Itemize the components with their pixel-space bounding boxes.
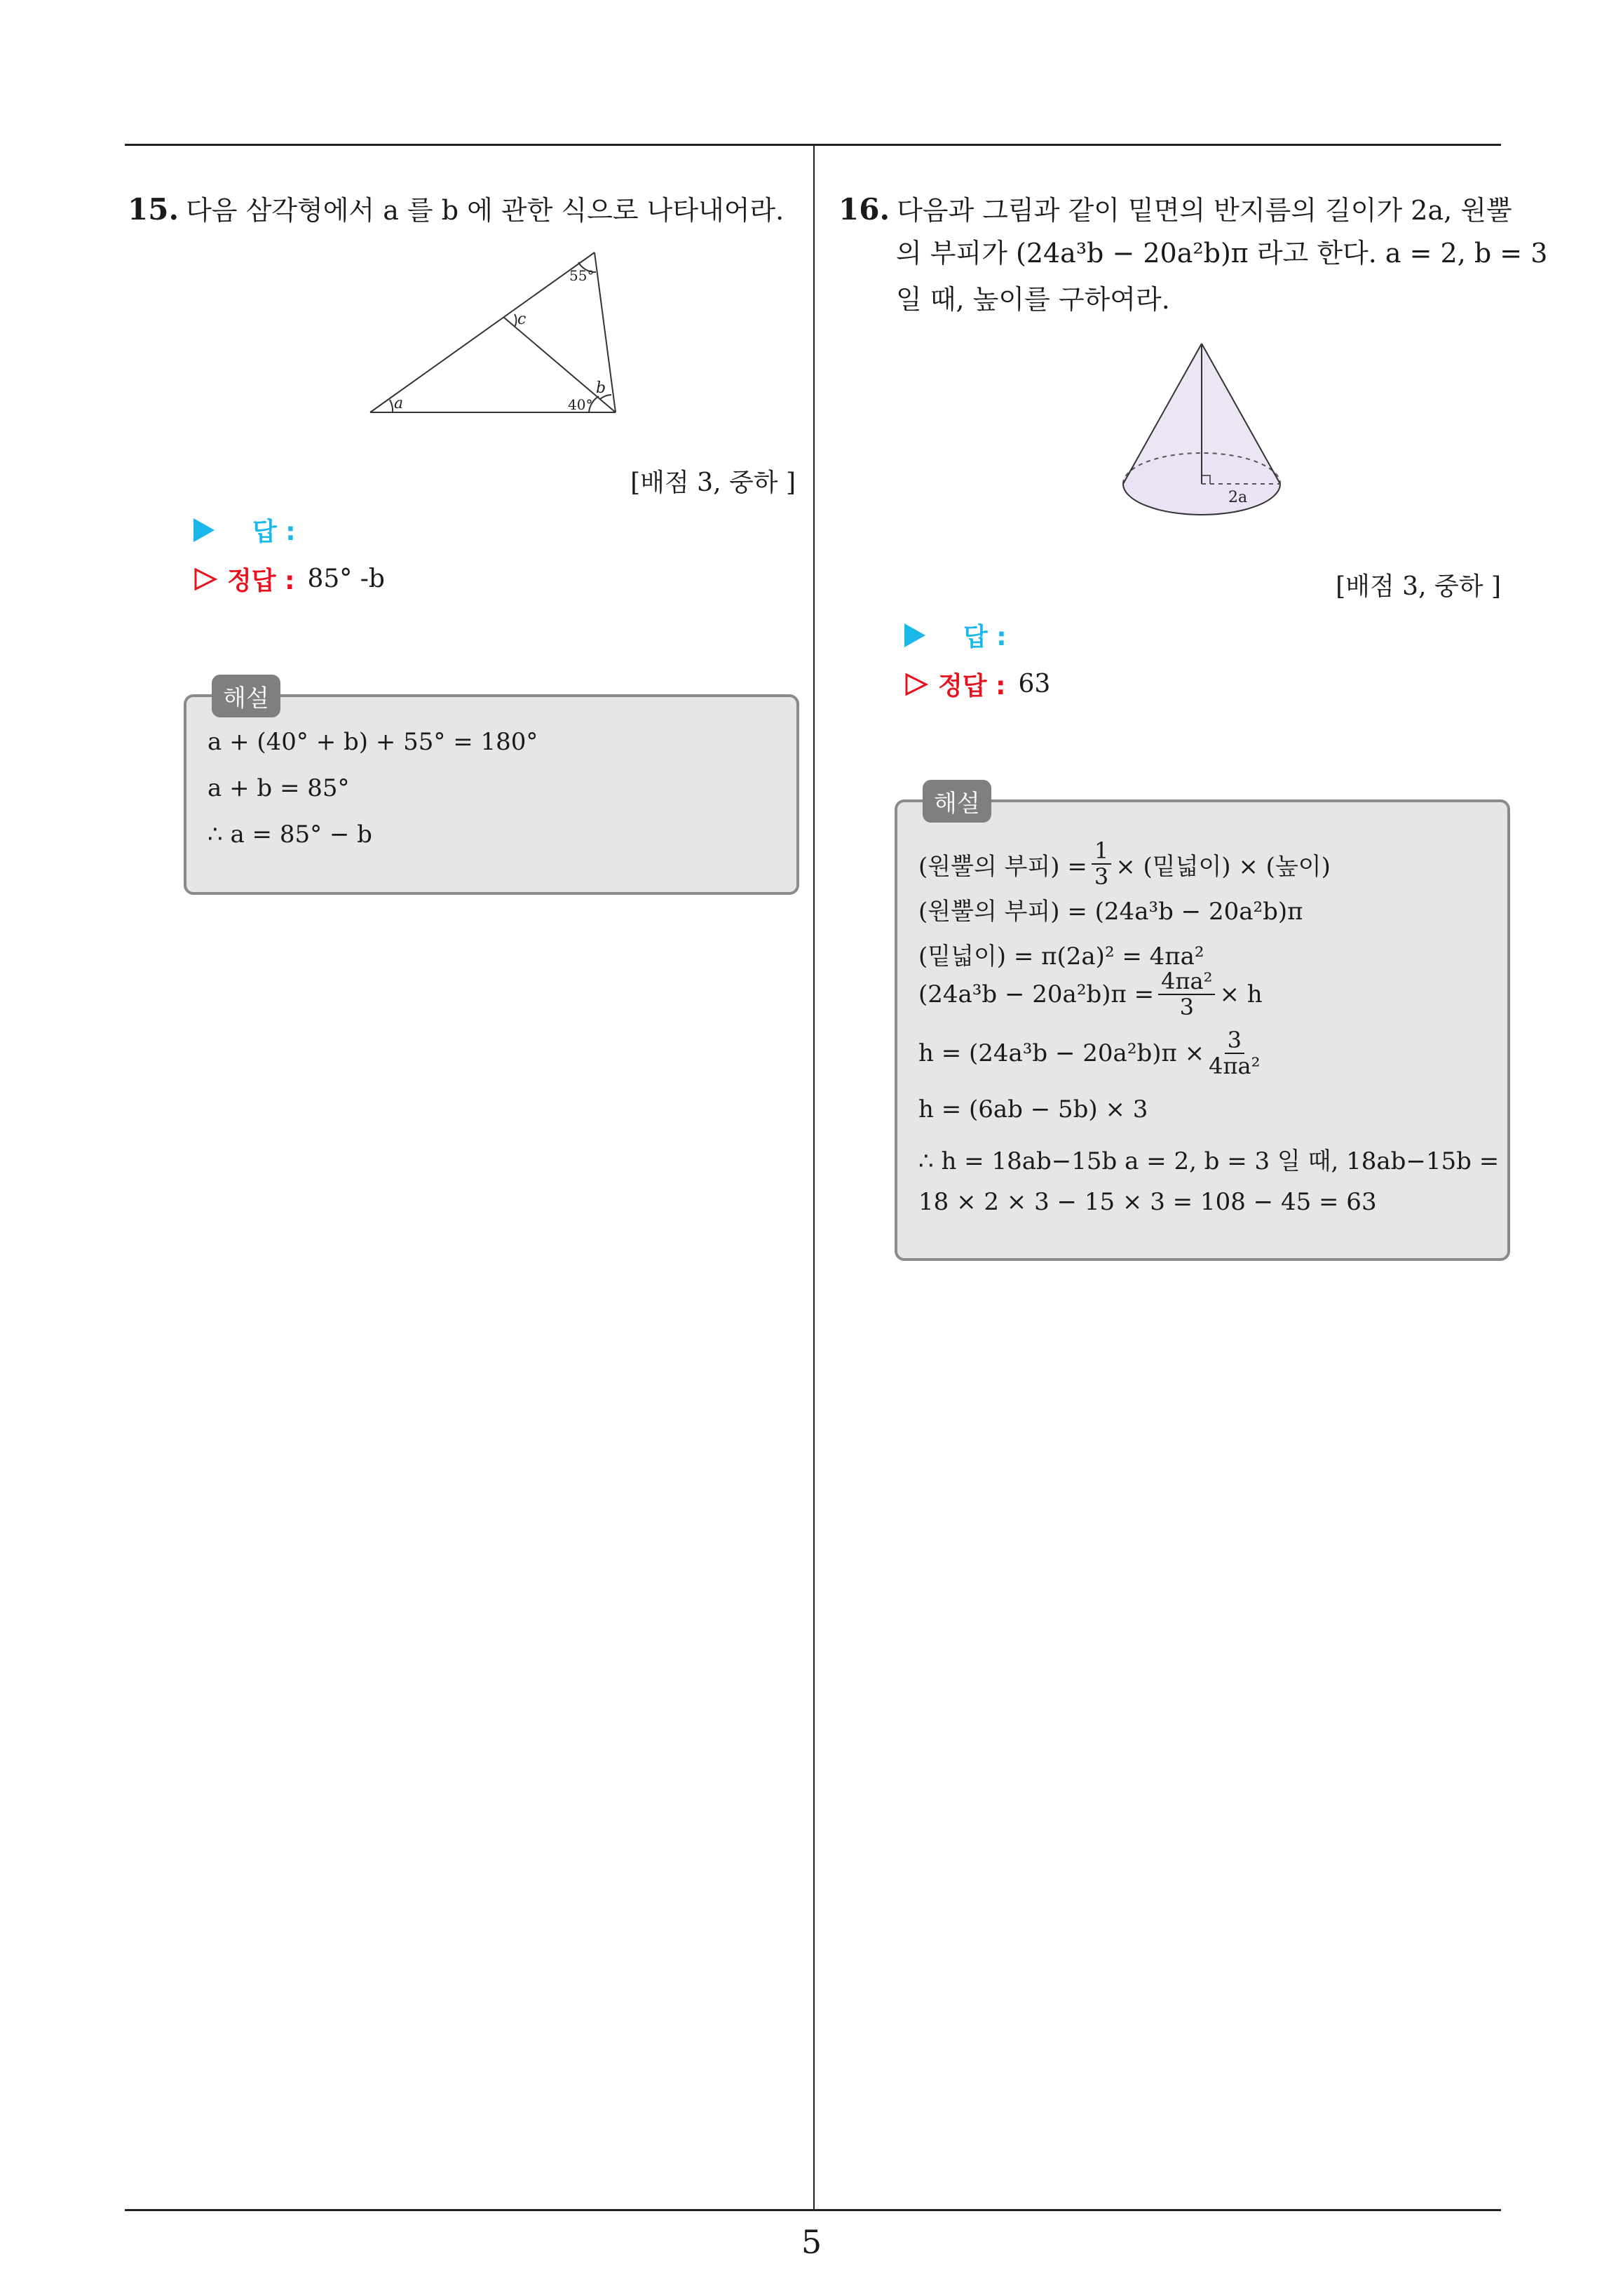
q16-sol-5-fraction — [1209, 1028, 1260, 1079]
q16-sol-1-left: (원뿔의 부피) = — [918, 852, 1087, 881]
q16-sol-line-4 — [918, 969, 1263, 1020]
play-filled-icon — [193, 518, 215, 542]
q16-answer-row — [904, 617, 1007, 653]
q15-sol-line-2: a + b = 85° — [208, 774, 350, 802]
q15-solution-tag: 해설 — [212, 675, 280, 717]
bottom-rule — [125, 2209, 1501, 2211]
q16-line-1: 다음과 그림과 같이 밑면의 반지름의 길이가 2a, 원뿔 — [897, 195, 1512, 226]
play-outline-icon — [904, 673, 928, 696]
q15-solution-box — [184, 684, 799, 895]
q16-sol-line-5 — [918, 1028, 1264, 1079]
q15-heading — [128, 188, 784, 232]
q15-label-c: c — [517, 311, 527, 328]
play-outline-icon — [193, 567, 217, 591]
q16-line-3: 일 때, 높이를 구하여라. — [896, 284, 1170, 315]
q16-correct-label: 정답 : — [938, 672, 1006, 701]
q16-sol-4-left: (24a³b − 20a²b)π = — [918, 980, 1155, 1009]
fraction-denominator: 4πa² — [1209, 1053, 1261, 1080]
q16-sol-line-7: ∴ h = 18ab−15b a = 2, b = 3 일 때, 18ab−15b = — [918, 1147, 1500, 1175]
column-divider — [813, 144, 815, 2209]
fraction-denominator: 3 — [1094, 863, 1109, 891]
q16-line-2: 의 부피가 (24a³b − 20a²b)π 라고 한다. a = 2, b = 3 — [896, 238, 1548, 269]
q16-sol-line-2: (원뿔의 부피) = (24a³b − 20a²b)π — [918, 898, 1303, 926]
q16-sol-1-fraction — [1092, 839, 1111, 889]
q16-sol-line-8: 18 × 2 × 3 − 15 × 3 = 108 − 45 = 63 — [918, 1188, 1377, 1216]
q16-sol-5-left: h = (24a³b − 20a²b)π × — [918, 1039, 1205, 1068]
q16-sol-line-6: h = (6ab − 5b) × 3 — [918, 1095, 1148, 1123]
q15-correct-row — [193, 561, 385, 597]
q15-correct-value: 85° -b — [307, 565, 385, 593]
q15-correct-label: 정답 : — [227, 567, 295, 595]
page-number: 5 — [801, 2223, 822, 2261]
q16-correct-value: 63 — [1018, 670, 1051, 698]
q15-answer-label: 답 : — [252, 518, 296, 546]
q16-solution-box — [895, 790, 1510, 1261]
q16-solution-tag: 해설 — [923, 780, 991, 823]
q15-triangle-figure — [365, 245, 624, 421]
q16-cone-figure — [1115, 337, 1297, 526]
fraction-numerator: 3 — [1225, 1028, 1244, 1054]
q15-label-a: a — [394, 395, 404, 412]
q16-correct-row — [904, 666, 1050, 702]
q15-score: [배점 3, 중하 ] — [630, 468, 796, 497]
q16-sol-line-1 — [918, 839, 1331, 889]
q15-label-40: 40° — [568, 396, 593, 413]
q15-answer-row — [193, 512, 296, 548]
q15-text: 다음 삼각형에서 a 를 b 에 관한 식으로 나타내어라. — [186, 195, 785, 226]
q16-score: [배점 3, 중하 ] — [1336, 572, 1501, 601]
q16-label-radius: 2a — [1228, 489, 1248, 506]
fraction-denominator: 3 — [1179, 994, 1194, 1021]
q16-heading — [838, 188, 1512, 232]
q15-number: 15. — [128, 192, 179, 227]
q16-number: 16. — [838, 192, 890, 227]
q15-sol-line-1: a + (40° + b) + 55° = 180° — [208, 728, 538, 756]
fraction-numerator: 1 — [1092, 839, 1111, 865]
fraction-numerator: 4πa² — [1158, 969, 1215, 995]
q16-sol-4-fraction — [1158, 969, 1215, 1020]
q16-sol-line-3: (밑넓이) = π(2a)² = 4πa² — [918, 943, 1204, 971]
q15-label-55: 55° — [569, 267, 595, 284]
q16-sol-4-right: × h — [1219, 980, 1263, 1009]
q16-answer-label: 답 : — [963, 623, 1007, 651]
q15-sol-line-3: ∴ a = 85° − b — [208, 821, 372, 849]
q15-label-b: b — [596, 379, 606, 397]
q16-sol-1-right: × (밑넓이) × (높이) — [1115, 852, 1331, 881]
play-filled-icon — [904, 623, 925, 647]
